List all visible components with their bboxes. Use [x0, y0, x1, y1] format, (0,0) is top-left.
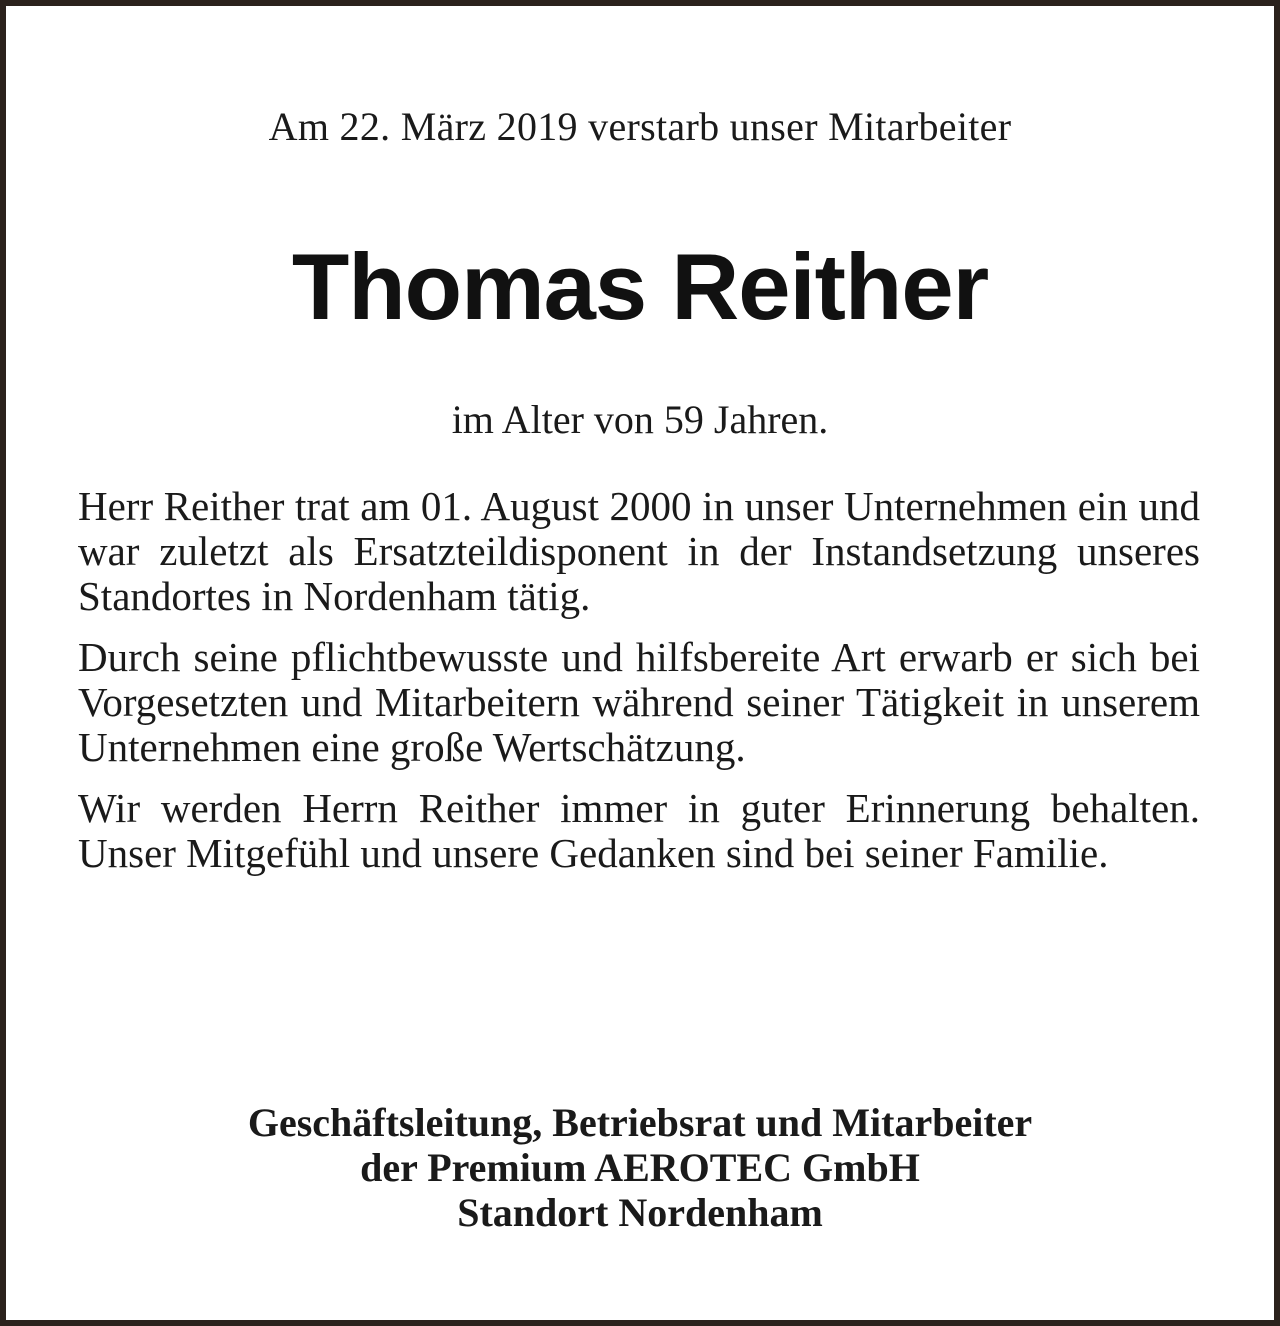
signature-line-2: der Premium AEROTEC GmbH: [360, 1145, 920, 1190]
deceased-name: Thomas Reither: [291, 234, 989, 339]
paragraph-employment: Herr Reither trat am 01. August 2000 in unser Unternehmen ein und war zuletzt als Ersatzteildisponent in der Instandsetzung unseres Standortes in Nordenham tätig.: [78, 483, 1200, 619]
paragraph-appreciation: Durch seine pflichtbewusste und hilfsbereite Art erwarb er sich bei Vorgesetzten und Mitarbeitern während seiner Tätigkeit in unserem Unternehmen eine große Wertschätzung.: [78, 634, 1200, 770]
paragraph-condolence: Wir werden Herrn Reither immer in guter Erinnerung behalten. Unser Mitgefühl und unsere Gedanken sind bei seiner Familie.: [78, 785, 1200, 876]
signature-line-3: Standort Nordenham: [457, 1190, 823, 1235]
age-line: im Alter von 59 Jahren.: [451, 397, 829, 442]
notice-body: [78, 484, 1200, 892]
signature-block: [6, 1100, 1274, 1235]
signature-line-1: Geschäftsleitung, Betriebsrat und Mitarbeiter: [247, 1100, 1033, 1145]
intro-line: Am 22. März 2019 verstarb unser Mitarbeiter: [268, 104, 1012, 149]
